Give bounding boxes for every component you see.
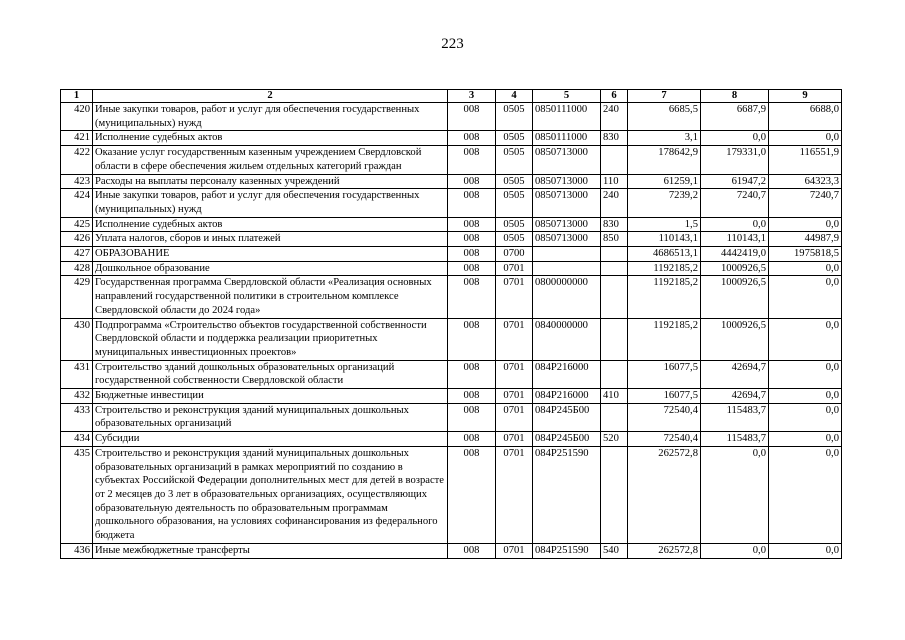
ministry-code: 008	[448, 543, 496, 558]
table-row	[61, 360, 842, 388]
amount-year-2: 61947,2	[701, 174, 769, 189]
target-article-code: 084Р216000	[533, 389, 601, 404]
amount-year-1: 110143,1	[628, 232, 701, 247]
amount-year-1: 1,5	[628, 217, 701, 232]
column-header: 9	[769, 90, 842, 103]
ministry-code: 008	[448, 389, 496, 404]
amount-year-3: 6688,0	[769, 103, 842, 131]
row-number: 423	[61, 174, 93, 189]
section-code: 0701	[496, 276, 533, 318]
expense-type-code: 110	[601, 174, 628, 189]
section-code: 0505	[496, 189, 533, 217]
section-code: 0505	[496, 232, 533, 247]
amount-year-3: 0,0	[769, 131, 842, 146]
target-article-code: 084Р251590	[533, 543, 601, 558]
amount-year-1: 3,1	[628, 131, 701, 146]
ministry-code: 008	[448, 146, 496, 174]
table-row	[61, 131, 842, 146]
amount-year-2: 42694,7	[701, 389, 769, 404]
target-article-code	[533, 261, 601, 276]
ministry-code: 008	[448, 276, 496, 318]
target-article-code: 0850713000	[533, 146, 601, 174]
amount-year-1: 178642,9	[628, 146, 701, 174]
amount-year-3: 44987,9	[769, 232, 842, 247]
table-row	[61, 403, 842, 431]
item-name: Иные закупки товаров, работ и услуг для обеспечения государственных (муниципальных) нужд	[93, 189, 448, 217]
expense-type-code: 830	[601, 217, 628, 232]
item-name: Субсидии	[93, 432, 448, 447]
page-number: 223	[441, 36, 464, 52]
amount-year-1: 1192185,2	[628, 261, 701, 276]
target-article-code: 084Р251590	[533, 446, 601, 543]
amount-year-3: 0,0	[769, 360, 842, 388]
table-row	[61, 174, 842, 189]
ministry-code: 008	[448, 189, 496, 217]
row-number: 430	[61, 318, 93, 360]
table-row	[61, 103, 842, 131]
ministry-code: 008	[448, 360, 496, 388]
expense-type-code	[601, 446, 628, 543]
ministry-code: 008	[448, 174, 496, 189]
target-article-code	[533, 247, 601, 262]
item-name: Исполнение судебных актов	[93, 131, 448, 146]
section-code: 0701	[496, 318, 533, 360]
table-row	[61, 146, 842, 174]
amount-year-2: 0,0	[701, 446, 769, 543]
amount-year-2: 1000926,5	[701, 261, 769, 276]
ministry-code: 008	[448, 318, 496, 360]
table-row	[61, 543, 842, 558]
item-name: Иные закупки товаров, работ и услуг для обеспечения государственных (муниципальных) нужд	[93, 103, 448, 131]
amount-year-2: 1000926,5	[701, 276, 769, 318]
expense-type-code	[601, 403, 628, 431]
row-number: 426	[61, 232, 93, 247]
target-article-code: 0840000000	[533, 318, 601, 360]
ministry-code: 008	[448, 131, 496, 146]
section-code: 0701	[496, 403, 533, 431]
amount-year-1: 16077,5	[628, 389, 701, 404]
target-article-code: 084Р245Б00	[533, 403, 601, 431]
row-number: 422	[61, 146, 93, 174]
amount-year-2: 0,0	[701, 217, 769, 232]
amount-year-2: 0,0	[701, 131, 769, 146]
section-code: 0701	[496, 261, 533, 276]
ministry-code: 008	[448, 247, 496, 262]
ministry-code: 008	[448, 217, 496, 232]
row-number: 421	[61, 131, 93, 146]
row-number: 427	[61, 247, 93, 262]
ministry-code: 008	[448, 232, 496, 247]
amount-year-2: 115483,7	[701, 432, 769, 447]
row-number: 431	[61, 360, 93, 388]
amount-year-2: 110143,1	[701, 232, 769, 247]
amount-year-3: 116551,9	[769, 146, 842, 174]
amount-year-1: 72540,4	[628, 432, 701, 447]
row-number: 436	[61, 543, 93, 558]
target-article-code: 0800000000	[533, 276, 601, 318]
row-number: 434	[61, 432, 93, 447]
item-name: Строительство зданий дошкольных образовательных организаций государственной собственности Свердловской области	[93, 360, 448, 388]
section-code: 0701	[496, 446, 533, 543]
expense-type-code: 240	[601, 189, 628, 217]
item-name: Подпрограмма «Строительство объектов государственной собственности Свердловской области и поддержка реализации приоритетных муниципальных инвестиционных проектов»	[93, 318, 448, 360]
row-number: 425	[61, 217, 93, 232]
amount-year-3: 0,0	[769, 432, 842, 447]
amount-year-3: 0,0	[769, 446, 842, 543]
target-article-code: 0850713000	[533, 174, 601, 189]
amount-year-2: 179331,0	[701, 146, 769, 174]
item-name: Строительство и реконструкция зданий муниципальных дошкольных образовательных организаций в рамках мероприятий по созданию в субъектах Российской Федерации дополнительных мест для детей в возрасте от 2 месяцев до 3 лет в образовательных организациях, осуществляющих образовательную деятельность по образовательным программам дошкольного образования, на условиях софинансирования из федерального бюджета	[93, 446, 448, 543]
column-header: 7	[628, 90, 701, 103]
table-row	[61, 247, 842, 262]
amount-year-3: 0,0	[769, 217, 842, 232]
expense-type-code	[601, 318, 628, 360]
item-name: Строительство и реконструкция зданий муниципальных дошкольных образовательных организаций	[93, 403, 448, 431]
item-name: Государственная программа Свердловской области «Реализация основных направлений государственной политики в строительном комплексе Свердловской области до 2024 года»	[93, 276, 448, 318]
expense-type-code: 520	[601, 432, 628, 447]
expense-type-code	[601, 247, 628, 262]
target-article-code: 084Р245Б00	[533, 432, 601, 447]
ministry-code: 008	[448, 446, 496, 543]
target-article-code: 0850713000	[533, 217, 601, 232]
amount-year-2: 7240,7	[701, 189, 769, 217]
amount-year-3: 7240,7	[769, 189, 842, 217]
row-number: 429	[61, 276, 93, 318]
table-row	[61, 261, 842, 276]
amount-year-1: 1192185,2	[628, 276, 701, 318]
amount-year-2: 42694,7	[701, 360, 769, 388]
section-code: 0700	[496, 247, 533, 262]
expense-type-code	[601, 261, 628, 276]
section-code: 0505	[496, 174, 533, 189]
section-code: 0505	[496, 217, 533, 232]
item-name: Уплата налогов, сборов и иных платежей	[93, 232, 448, 247]
table-row	[61, 432, 842, 447]
amount-year-1: 16077,5	[628, 360, 701, 388]
expense-type-code: 850	[601, 232, 628, 247]
column-header: 8	[701, 90, 769, 103]
target-article-code: 0850713000	[533, 232, 601, 247]
ministry-code: 008	[448, 403, 496, 431]
row-number: 428	[61, 261, 93, 276]
expense-type-code	[601, 360, 628, 388]
column-header: 5	[533, 90, 601, 103]
target-article-code: 084Р216000	[533, 360, 601, 388]
section-code: 0505	[496, 131, 533, 146]
item-name: ОБРАЗОВАНИЕ	[93, 247, 448, 262]
amount-year-2: 115483,7	[701, 403, 769, 431]
row-number: 435	[61, 446, 93, 543]
section-code: 0701	[496, 432, 533, 447]
target-article-code: 0850111000	[533, 131, 601, 146]
row-number: 420	[61, 103, 93, 131]
expense-type-code	[601, 276, 628, 318]
section-code: 0701	[496, 389, 533, 404]
amount-year-1: 1192185,2	[628, 318, 701, 360]
table-row	[61, 232, 842, 247]
table-row	[61, 189, 842, 217]
column-header: 6	[601, 90, 628, 103]
item-name: Оказание услуг государственным казенным учреждением Свердловской области в сфере обеспечения жильем отдельных категорий граждан	[93, 146, 448, 174]
table-row	[61, 446, 842, 543]
amount-year-3: 0,0	[769, 403, 842, 431]
amount-year-1: 262572,8	[628, 446, 701, 543]
table-row	[61, 389, 842, 404]
table-body	[61, 103, 842, 559]
table-row	[61, 276, 842, 318]
column-header: 3	[448, 90, 496, 103]
target-article-code: 0850111000	[533, 103, 601, 131]
expense-type-code: 830	[601, 131, 628, 146]
header-row	[61, 90, 842, 103]
amount-year-2: 4442419,0	[701, 247, 769, 262]
amount-year-1: 61259,1	[628, 174, 701, 189]
column-header: 2	[93, 90, 448, 103]
amount-year-3: 0,0	[769, 276, 842, 318]
table-row	[61, 318, 842, 360]
item-name: Исполнение судебных актов	[93, 217, 448, 232]
ministry-code: 008	[448, 103, 496, 131]
item-name: Дошкольное образование	[93, 261, 448, 276]
table-row	[61, 217, 842, 232]
section-code: 0505	[496, 146, 533, 174]
item-name: Бюджетные инвестиции	[93, 389, 448, 404]
amount-year-1: 4686513,1	[628, 247, 701, 262]
row-number: 432	[61, 389, 93, 404]
budget-table	[60, 89, 842, 559]
amount-year-3: 0,0	[769, 543, 842, 558]
amount-year-1: 72540,4	[628, 403, 701, 431]
expense-type-code: 240	[601, 103, 628, 131]
amount-year-1: 262572,8	[628, 543, 701, 558]
amount-year-1: 7239,2	[628, 189, 701, 217]
amount-year-2: 6687,9	[701, 103, 769, 131]
amount-year-2: 0,0	[701, 543, 769, 558]
row-number: 424	[61, 189, 93, 217]
expense-type-code	[601, 146, 628, 174]
section-code: 0701	[496, 360, 533, 388]
ministry-code: 008	[448, 261, 496, 276]
section-code: 0505	[496, 103, 533, 131]
amount-year-3: 64323,3	[769, 174, 842, 189]
item-name: Расходы на выплаты персоналу казенных учреждений	[93, 174, 448, 189]
target-article-code: 0850713000	[533, 189, 601, 217]
item-name: Иные межбюджетные трансферты	[93, 543, 448, 558]
ministry-code: 008	[448, 432, 496, 447]
amount-year-3: 0,0	[769, 261, 842, 276]
column-header: 1	[61, 90, 93, 103]
row-number: 433	[61, 403, 93, 431]
amount-year-2: 1000926,5	[701, 318, 769, 360]
amount-year-3: 0,0	[769, 389, 842, 404]
expense-type-code: 540	[601, 543, 628, 558]
amount-year-1: 6685,5	[628, 103, 701, 131]
column-header: 4	[496, 90, 533, 103]
amount-year-3: 0,0	[769, 318, 842, 360]
expense-type-code: 410	[601, 389, 628, 404]
amount-year-3: 1975818,5	[769, 247, 842, 262]
section-code: 0701	[496, 543, 533, 558]
